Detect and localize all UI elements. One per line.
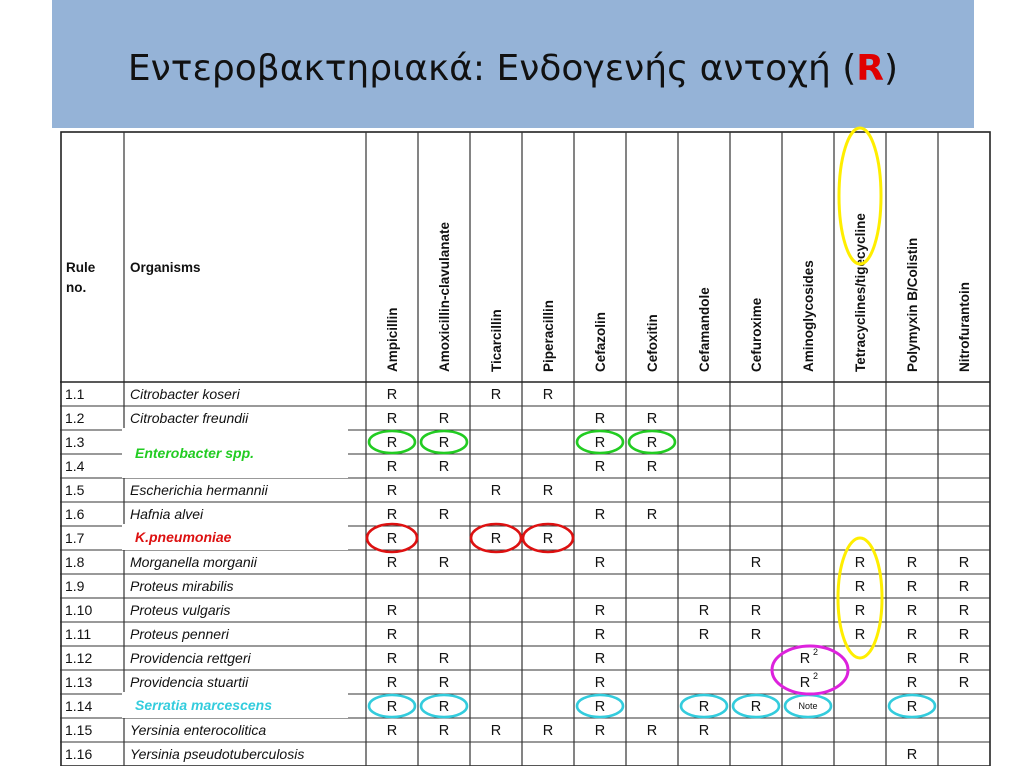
resistance-mark: R	[438, 411, 450, 427]
resistance-mark: R	[958, 603, 970, 619]
slide-header	[52, 0, 974, 128]
resistance-mark: R	[646, 507, 658, 523]
organism-name: Proteus vulgaris	[130, 602, 231, 618]
antibiotic-header: Ticarcillin	[489, 309, 504, 372]
resistance-mark: R	[799, 651, 811, 667]
rule-number: 1.15	[65, 722, 93, 738]
resistance-mark: R	[854, 555, 866, 571]
resistance-mark: R	[750, 699, 762, 715]
organism-name: Providencia rettgeri	[130, 650, 251, 666]
resistance-mark: R	[646, 459, 658, 475]
organism-name: Hafnia alvei	[130, 506, 204, 522]
resistance-mark: R	[799, 675, 811, 691]
resistance-table	[60, 116, 1000, 766]
resistance-mark: R	[646, 435, 658, 451]
antibiotic-header: Piperacillin	[541, 299, 556, 372]
antibiotic-header: Aminoglycosides	[801, 260, 816, 372]
resistance-mark: R	[438, 723, 450, 739]
resistance-mark: R	[490, 531, 502, 547]
resistance-mark: R	[906, 675, 918, 691]
antibiotic-header: Amoxicillin-clavulanate	[437, 221, 452, 372]
antibiotic-header: Tetracyclines/tigecycline	[853, 213, 868, 372]
resistance-mark: R	[386, 723, 398, 739]
resistance-mark: R	[594, 699, 606, 715]
resistance-mark: R	[386, 507, 398, 523]
rule-number: 1.1	[65, 386, 85, 402]
organism-name: Citrobacter koseri	[130, 386, 240, 402]
resistance-mark: R	[490, 387, 502, 403]
resistance-mark: R	[542, 531, 554, 547]
resistance-mark: R	[594, 723, 606, 739]
resistance-mark: R	[386, 531, 398, 547]
rule-number: 1.3	[65, 434, 85, 450]
resistance-mark: R	[386, 387, 398, 403]
resistance-mark: R	[386, 411, 398, 427]
resistance-mark: R	[594, 627, 606, 643]
slide-title	[128, 48, 898, 89]
resistance-mark: R	[594, 435, 606, 451]
resistance-mark: R	[906, 651, 918, 667]
organism-name: Morganella morganii	[130, 554, 257, 570]
rule-number: 1.2	[65, 410, 85, 426]
resistance-mark: R	[854, 579, 866, 595]
resistance-mark: R	[490, 483, 502, 499]
note-mark: Note	[798, 701, 818, 711]
serratia-label: Serratia marcescens	[135, 697, 272, 713]
resistance-mark: R	[386, 699, 398, 715]
resistance-mark: R	[594, 507, 606, 523]
resistance-mark: R	[386, 555, 398, 571]
antibiotic-header: Cefoxitin	[645, 314, 660, 372]
resistance-mark: R	[750, 603, 762, 619]
antibiotic-header: Cefamandole	[697, 287, 712, 372]
resistance-mark: R	[906, 555, 918, 571]
rule-number: 1.8	[65, 554, 85, 570]
resistance-mark: R	[594, 459, 606, 475]
resistance-mark: R	[438, 675, 450, 691]
resistance-mark: R	[386, 651, 398, 667]
resistance-mark: R	[594, 651, 606, 667]
rule-number: 1.9	[65, 578, 85, 594]
resistance-mark: R	[750, 627, 762, 643]
rule-number: 1.6	[65, 506, 85, 522]
resistance-mark: R	[698, 603, 710, 619]
resistance-mark: R	[594, 603, 606, 619]
antibiotic-header: Cefazolin	[593, 311, 608, 372]
kpneumoniae-label: K.pneumoniae	[135, 529, 232, 545]
resistance-mark: R	[438, 507, 450, 523]
rule-header: Rule	[66, 260, 96, 275]
resistance-mark: R	[906, 603, 918, 619]
resistance-mark: R	[490, 723, 502, 739]
rule-number: 1.11	[65, 626, 92, 642]
resistance-table-svg	[60, 116, 1000, 766]
resistance-mark: R	[646, 723, 658, 739]
title-suffix: )	[884, 47, 899, 89]
resistance-mark: R	[854, 603, 866, 619]
resistance-mark: R	[438, 459, 450, 475]
rule-number: 1.16	[65, 746, 93, 762]
resistance-mark: R	[958, 651, 970, 667]
resistance-mark: R	[386, 627, 398, 643]
resistance-mark: R	[906, 627, 918, 643]
title-accent: R	[856, 47, 885, 89]
resistance-mark: R	[386, 435, 398, 451]
resistance-mark: R	[750, 555, 762, 571]
resistance-mark: R	[698, 699, 710, 715]
organism-name: Proteus penneri	[130, 626, 229, 642]
resistance-mark: R	[906, 699, 918, 715]
resistance-mark: R	[594, 411, 606, 427]
resistance-mark: R	[958, 627, 970, 643]
resistance-mark: R	[958, 675, 970, 691]
antibiotic-header: Polymyxin B/Colistin	[905, 237, 920, 372]
organism-header: Organisms	[130, 260, 201, 275]
resistance-mark: R	[854, 627, 866, 643]
organism-name: Yersinia enterocolitica	[130, 722, 267, 738]
resistance-mark: R	[594, 675, 606, 691]
rule-number: 1.7	[65, 530, 85, 546]
organism-name: Proteus mirabilis	[130, 578, 234, 594]
resistance-mark: R	[542, 387, 554, 403]
title-prefix: Εντεροβακτηριακά: Ενδογενής αντοχή (	[127, 47, 857, 89]
resistance-mark: R	[542, 723, 554, 739]
resistance-mark: R	[542, 483, 554, 499]
rule-header: no.	[66, 280, 87, 295]
resistance-mark: R	[698, 627, 710, 643]
superscript-mark: 2	[813, 671, 819, 681]
resistance-mark: R	[438, 555, 450, 571]
resistance-mark: R	[594, 555, 606, 571]
resistance-mark: R	[906, 579, 918, 595]
resistance-mark: R	[438, 699, 450, 715]
resistance-mark: R	[438, 435, 450, 451]
rule-number: 1.4	[65, 458, 85, 474]
rule-number: 1.14	[65, 698, 93, 714]
antibiotic-header: Cefuroxime	[749, 297, 764, 372]
resistance-mark: R	[438, 651, 450, 667]
rule-number: 1.10	[65, 602, 93, 618]
resistance-mark: R	[386, 483, 398, 499]
resistance-mark: R	[906, 747, 918, 763]
resistance-mark: R	[646, 411, 658, 427]
antibiotic-header: Ampicillin	[385, 307, 400, 372]
organism-name: Citrobacter freundii	[130, 410, 249, 426]
resistance-mark: R	[386, 675, 398, 691]
enterobacter-label: Enterobacter spp.	[135, 445, 255, 461]
antibiotic-header: Nitrofurantoin	[957, 282, 972, 372]
resistance-mark: R	[958, 579, 970, 595]
organism-name: Yersinia pseudotuberculosis	[130, 746, 305, 762]
rule-number: 1.5	[65, 482, 85, 498]
organism-name: Providencia stuartii	[130, 674, 249, 690]
organism-name: Escherichia hermannii	[130, 482, 268, 498]
resistance-mark: R	[386, 459, 398, 475]
superscript-mark: 2	[813, 647, 819, 657]
resistance-mark: R	[386, 603, 398, 619]
rule-number: 1.12	[65, 650, 93, 666]
resistance-mark: R	[958, 555, 970, 571]
resistance-mark: R	[698, 723, 710, 739]
rule-number: 1.13	[65, 674, 93, 690]
